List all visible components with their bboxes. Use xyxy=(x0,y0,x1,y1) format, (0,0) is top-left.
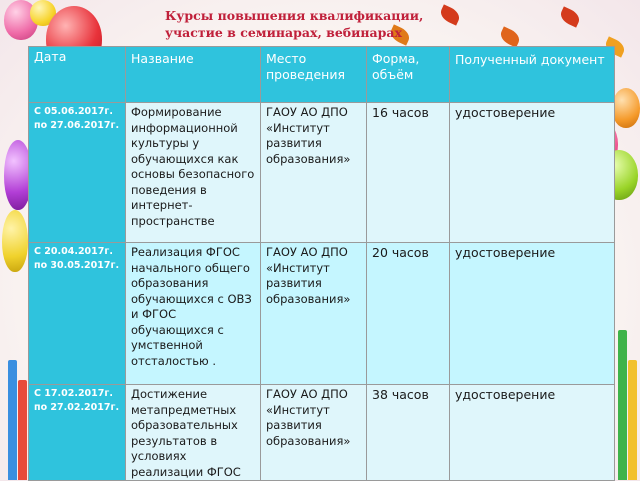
cell-date: С 20.04.2017г. по 30.05.2017г. xyxy=(29,243,126,385)
table-row xyxy=(29,103,615,243)
table-row xyxy=(29,243,615,385)
cell-place: ГАОУ АО ДПО «Институт развития образования» xyxy=(261,103,367,243)
yellow-balloon-icon xyxy=(2,210,28,272)
autumn-leaf-icon xyxy=(498,26,522,47)
page-title xyxy=(165,7,423,41)
cell-document: удостоверение xyxy=(450,243,615,385)
title-line-2: участие в семинарах, вебинарах xyxy=(165,25,402,40)
cell-place: ГАОУ АО ДПО «Институт развития образования» xyxy=(261,243,367,385)
cell-form: 16 часов xyxy=(367,103,450,243)
autumn-leaf-icon xyxy=(558,6,582,27)
cell-date: С 05.06.2017г. по 27.06.2017г. xyxy=(29,103,126,243)
header-name: Название xyxy=(126,47,261,103)
cell-document: удостоверение xyxy=(450,103,615,243)
cell-form: 20 часов xyxy=(367,243,450,385)
cell-name: Реализация ФГОС начального общего образования обучающихся с ОВЗ и ФГОС обучающихся с умственной отсталостью . xyxy=(126,243,261,385)
cell-place: ГАОУ АО ДПО «Институт развития образования» xyxy=(261,385,367,481)
table-row xyxy=(29,385,615,481)
header-date: Дата xyxy=(29,47,126,103)
header-form: Форма, объём xyxy=(367,47,450,103)
header-document: Полученный документ xyxy=(450,47,615,103)
courses-table-container xyxy=(28,46,614,480)
pencil-icon xyxy=(8,360,17,480)
title-line-1: Курсы повышения квалификации, xyxy=(165,8,424,23)
header-place: Место проведения xyxy=(261,47,367,103)
courses-table xyxy=(28,46,615,481)
cell-name: Достижение метапредметных образовательных результатов в условиях реализации ФГОС xyxy=(126,385,261,481)
header-row-top xyxy=(29,47,615,56)
cell-date: С 17.02.2017г. по 27.02.2017г. xyxy=(29,385,126,481)
pencil-icon xyxy=(618,330,627,480)
pencil-icon xyxy=(18,380,27,480)
cell-document: удостоверение xyxy=(450,385,615,481)
cell-name: Формирование информационной культуры у обучающихся как основы безопасного поведения в интернет-пространстве xyxy=(126,103,261,243)
cell-form: 38 часов xyxy=(367,385,450,481)
autumn-leaf-icon xyxy=(438,4,462,25)
pencil-icon xyxy=(628,360,637,480)
orange-balloon-icon xyxy=(612,88,640,128)
